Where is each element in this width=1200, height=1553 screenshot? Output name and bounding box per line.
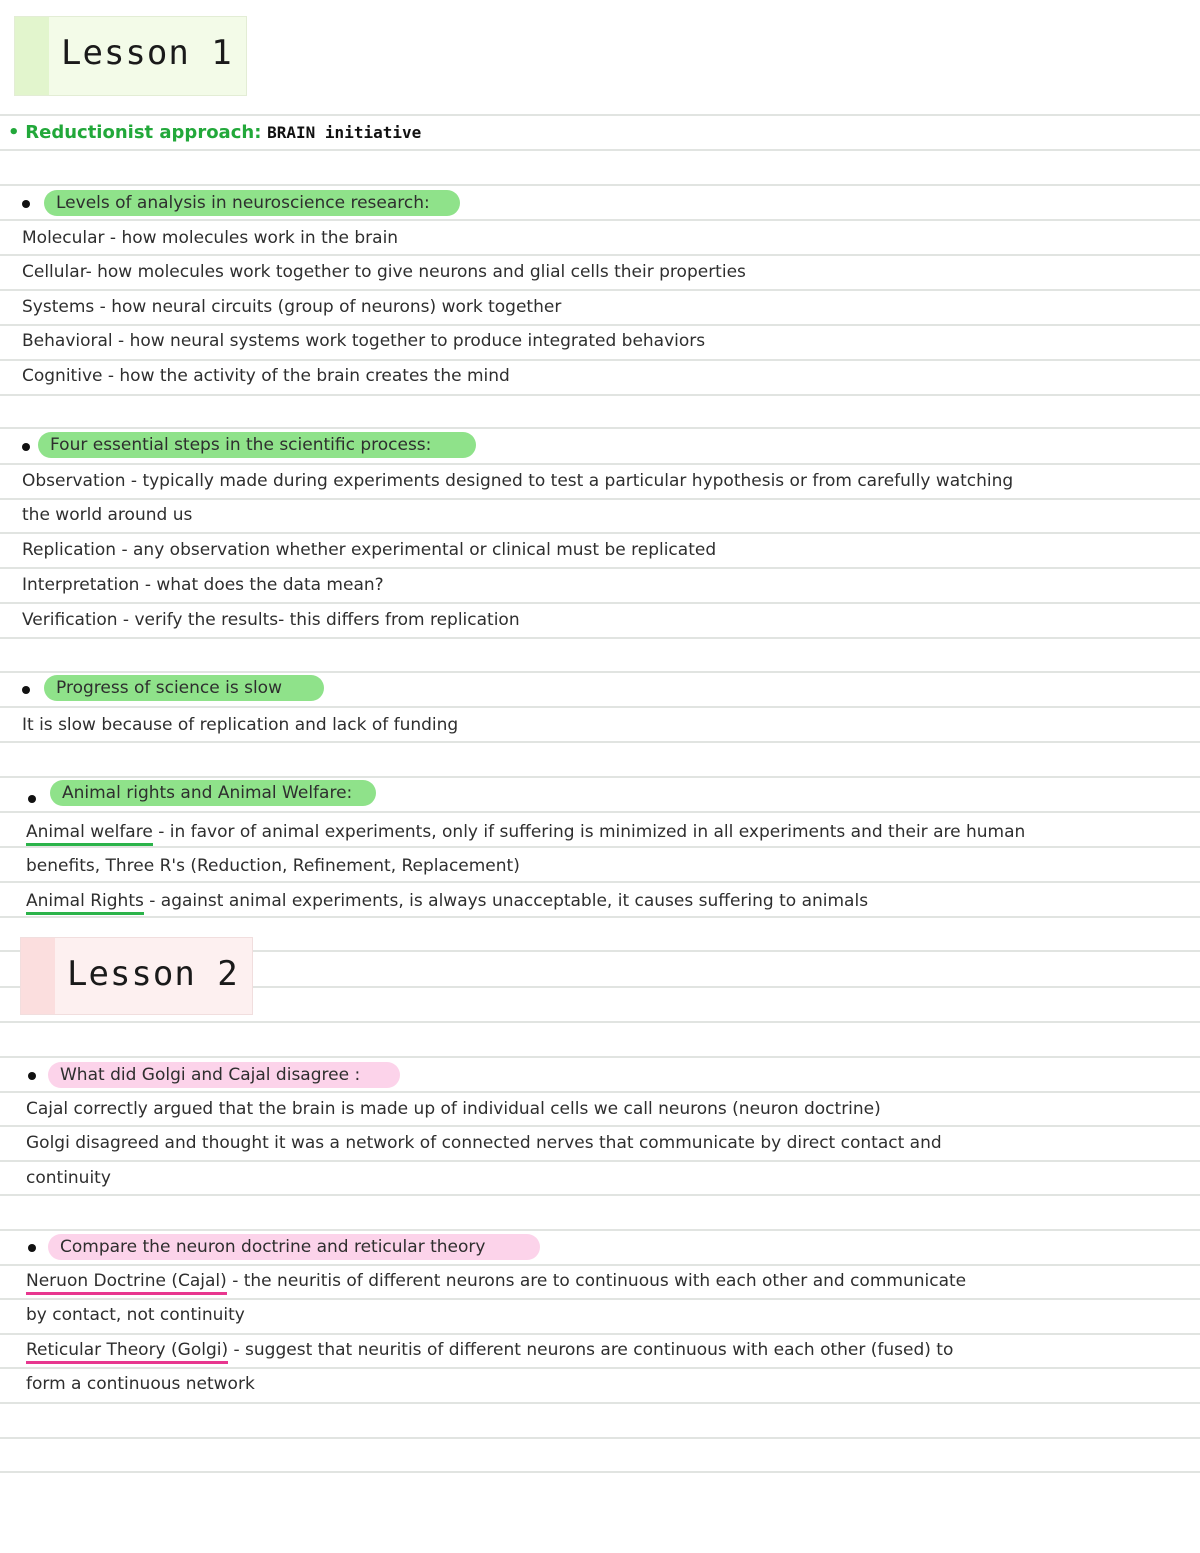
levels-heading: Levels of analysis in neuroscience research: <box>44 190 460 216</box>
animal-welfare-cont: benefits, Three R's (Reduction, Refinement, Replacement) <box>26 856 520 876</box>
steps-line-5: Verification - verify the results- this differs from replication <box>22 610 520 630</box>
levels-line-3: Systems - how neural circuits (group of neurons) work together <box>22 297 562 317</box>
notebook-rule-line <box>0 427 1200 429</box>
reticular-theory-cont: form a continuous network <box>26 1374 255 1394</box>
notebook-rule-line <box>0 324 1200 326</box>
animal-rights-term: Animal Rights <box>26 891 144 915</box>
notebook-rule-line <box>0 671 1200 673</box>
animal-heading: Animal rights and Animal Welfare: <box>50 780 376 806</box>
neuron-doctrine-term: Neruon Doctrine (Cajal) <box>26 1271 227 1295</box>
notebook-rule-line <box>0 1402 1200 1404</box>
notebook-rule-line <box>0 1471 1200 1473</box>
notebook-rule-line <box>0 1194 1200 1196</box>
progress-line: It is slow because of replication and lack of funding <box>22 715 459 735</box>
notebook-rule-line <box>0 114 1200 116</box>
bullet-icon <box>22 200 30 208</box>
steps-line-2: the world around us <box>22 505 193 525</box>
animal-welfare-line <box>26 820 1025 844</box>
notebook-rule-line <box>0 567 1200 569</box>
reductionist-line <box>8 120 421 146</box>
notebook-rule-line <box>0 463 1200 465</box>
notebook-rule-line <box>0 1091 1200 1093</box>
notebook-rule-line <box>0 149 1200 151</box>
animal-rights-text: - against animal experiments, is always unacceptable, it causes suffering to animals <box>143 891 869 911</box>
steps-heading: Four essential steps in the scientific process: <box>38 432 476 458</box>
lesson-2-title-box <box>20 937 253 1015</box>
notebook-rule-line <box>0 637 1200 639</box>
notebook-rule-line <box>0 289 1200 291</box>
levels-line-4: Behavioral - how neural systems work together to produce integrated behaviors <box>22 331 706 351</box>
progress-heading: Progress of science is slow <box>44 675 324 701</box>
animal-rights-line <box>26 889 868 913</box>
notebook-rule-line <box>0 602 1200 604</box>
notebook-rule-line <box>0 881 1200 883</box>
reticular-theory-text: - suggest that neuritis of different neurons are continuous with each other (fused) to <box>228 1340 954 1360</box>
notebook-rule-line <box>0 1229 1200 1231</box>
green-bullet-icon: • <box>8 122 20 143</box>
notebook-rule-line <box>0 1437 1200 1439</box>
notebook-rule-line <box>0 1333 1200 1335</box>
bullet-icon <box>28 795 36 803</box>
notebook-rule-line <box>0 706 1200 708</box>
notebook-rule-line <box>0 1367 1200 1369</box>
reductionist-label: Reductionist approach: <box>25 122 262 143</box>
steps-line-3: Replication - any observation whether experimental or clinical must be replicated <box>22 540 717 560</box>
neuron-doctrine-cont: by contact, not continuity <box>26 1305 245 1325</box>
notebook-rule-line <box>0 184 1200 186</box>
notebook-rule-line <box>0 254 1200 256</box>
golgi-line-2: Golgi disagreed and thought it was a network of connected nerves that communicate by direct contact and <box>26 1133 942 1153</box>
lesson-1-title: Lesson 1 <box>61 33 233 73</box>
notebook-rule-line <box>0 394 1200 396</box>
levels-line-1: Molecular - how molecules work in the brain <box>22 228 399 248</box>
animal-welfare-text: - in favor of animal experiments, only if suffering is minimized in all experiments and their are human <box>152 822 1026 842</box>
reticular-theory-line <box>26 1338 953 1362</box>
compare-heading: Compare the neuron doctrine and reticular theory <box>48 1234 540 1260</box>
notebook-rule-line <box>0 1125 1200 1127</box>
notebook-rule-line <box>0 532 1200 534</box>
notebook-rule-line <box>0 1264 1200 1266</box>
notebook-rule-line <box>0 498 1200 500</box>
bullet-icon <box>28 1072 36 1080</box>
reductionist-value: BRAIN initiative <box>267 123 422 142</box>
levels-line-2: Cellular- how molecules work together to give neurons and glial cells their properties <box>22 262 746 282</box>
lesson-1-title-box <box>14 16 247 96</box>
notebook-rule-line <box>0 1056 1200 1058</box>
notebook-rule-line <box>0 811 1200 813</box>
notebook-rule-line <box>0 916 1200 918</box>
notebook-rule-line <box>0 219 1200 221</box>
bullet-icon <box>28 1244 36 1252</box>
neuron-doctrine-line <box>26 1269 966 1293</box>
bullet-icon <box>22 686 30 694</box>
neuron-doctrine-text: - the neuritis of different neurons are to continuous with each other and communicate <box>226 1271 967 1291</box>
notebook-rule-line <box>0 359 1200 361</box>
lesson-2-title: Lesson 2 <box>67 954 239 994</box>
notebook-rule-line <box>0 741 1200 743</box>
golgi-heading: What did Golgi and Cajal disagree : <box>48 1062 400 1088</box>
animal-welfare-term: Animal welfare <box>26 822 153 846</box>
golgi-line-1: Cajal correctly argued that the brain is made up of individual cells we call neurons (neuron doctrine) <box>26 1099 881 1119</box>
golgi-line-3: continuity <box>26 1168 111 1188</box>
bullet-icon <box>22 443 30 451</box>
notebook-rule-line <box>0 1298 1200 1300</box>
steps-line-4: Interpretation - what does the data mean? <box>22 575 384 595</box>
notebook-rule-line <box>0 1160 1200 1162</box>
notebook-rule-line <box>0 1021 1200 1023</box>
lesson-2-accent-strip <box>21 938 55 1014</box>
lesson-1-accent-strip <box>15 17 49 95</box>
levels-line-5: Cognitive - how the activity of the brain creates the mind <box>22 366 510 386</box>
steps-line-1: Observation - typically made during experiments designed to test a particular hypothesis or from carefully watching <box>22 471 1014 491</box>
notebook-rule-line <box>0 776 1200 778</box>
notebook-rule-line <box>0 846 1200 848</box>
reticular-theory-term: Reticular Theory (Golgi) <box>26 1340 228 1364</box>
